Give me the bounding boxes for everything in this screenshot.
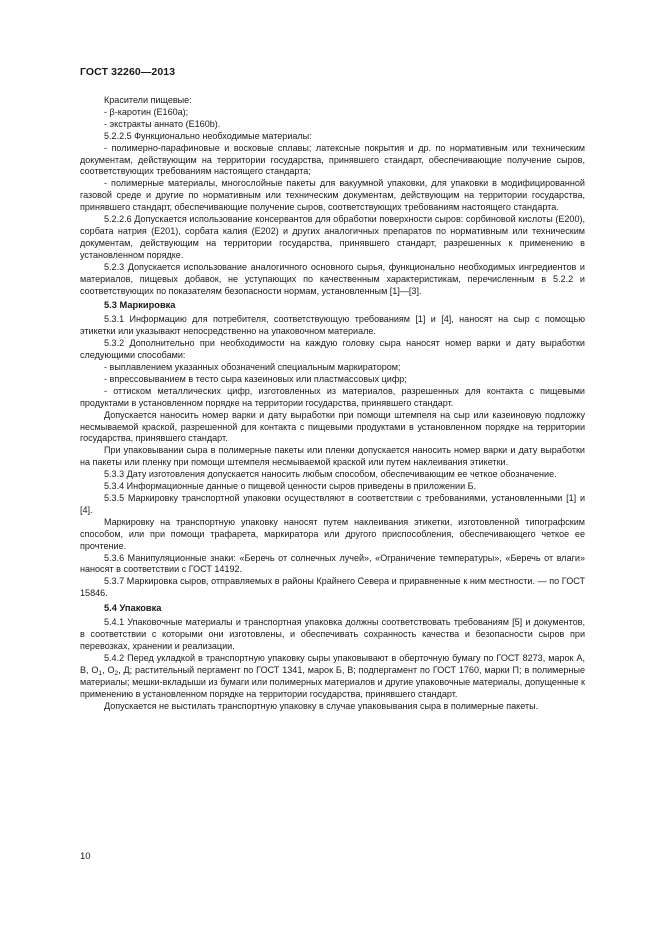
- document-body: [80, 95, 585, 712]
- subscript: 1: [98, 669, 103, 677]
- list-item: - оттиском металлических цифр, изготовленных из материалов, разрешенных для контакта с пищевыми продуктами в установленном порядке на территории государства, принявшего стандарт.: [80, 385, 585, 408]
- clause-5-3-2: 5.3.2 Дополнительно при необходимости на каждую головку сыра наносят номер варки и дату выработки следующими способами:: [80, 338, 585, 361]
- clause-5-3-1: 5.3.1 Информацию для потребителя, соответствующую требованиям [1] и [4], наносят на сыр с помощью этикетки или указывают непосредственно на упаковочном материале.: [80, 314, 585, 337]
- clause-5-2-2-6: 5.2.2.6 Допускается использование консервантов для обработки поверхности сыров: сорбиновой кислоты (E200), сорбата натрия (E201), сорбата калия (E202) и других аналогичных препаратов по нормативным или техническим документам, действующим на территории государства, принявшего стандарт, разрешенных к применению в установленном порядке.: [80, 214, 585, 260]
- paragraph: Допускается не выстилать транспортную упаковку в случае упаковывания сыра в полимерные пакеты.: [104, 700, 539, 711]
- list-item: - выплавлением указанных обозначений специальным маркиратором;: [104, 362, 401, 373]
- standard-header: ГОСТ 32260—2013: [80, 66, 176, 78]
- paragraph: Маркировку на транспортную упаковку наносят путем наклеивания этикетки, изготовленной типографским способом, или при помощи трафарета, маркиратора или другого приспособления, обеспечивающего четкое ее прочтение.: [80, 516, 585, 551]
- clause-5-2-2-5: 5.2.2.5 Функционально необходимые материалы:: [104, 130, 312, 141]
- clause-text: 5.4.2 Перед укладкой в транспортную упаковку сыры упаковывают в оберточную бумагу по ГОСТ 8273, марок А, В, О: [80, 652, 585, 675]
- list-item: - β-каротин (E160a);: [104, 106, 189, 117]
- clause-5-2-3: 5.2.3 Допускается использование аналогичного основного сырья, функционально необходимых ингредиентов и материалов, пищевых добавок, не уступающих по качественным характеристикам, перечисленным в 5.2.2 и соответствующих по показателям безопасности нормам, установленным [1]—[3].: [80, 261, 585, 296]
- clause-5-3-6: 5.3.6 Манипуляционные знаки: «Беречь от солнечных лучей», «Ограничение температуры», «Беречь от влаги» наносят в соответствии с ГОСТ 14192.: [80, 552, 585, 575]
- paragraph: При упаковывании сыра в полимерные пакеты или пленки допускается наносить номер варки и дату выработки на пакеты или пленку при помощи штемпеля несмываемой краской или путем наклеивания этикетки.: [80, 445, 585, 468]
- section-heading-5-4: 5.4 Упаковка: [104, 603, 162, 614]
- list-item: - экстракты аннато (E160b).: [104, 118, 221, 129]
- clause-text: , О: [102, 664, 115, 675]
- subscript: 2: [114, 669, 119, 677]
- clause-5-3-3: 5.3.3 Дату изготовления допускается наносить любым способом, обеспечивающим ее четкое обозначение.: [104, 469, 557, 480]
- clause-5-3-7: 5.3.7 Маркировка сыров, отправляемых в районы Крайнего Севера и приравненные к ним местности. — по ГОСТ 15846.: [80, 576, 585, 599]
- paragraph: Красители пищевые:: [104, 95, 192, 105]
- list-item: - впрессовыванием в тесто сыра казеиновых или пластмассовых цифр;: [104, 373, 407, 384]
- clause-5-3-5: 5.3.5 Маркировку транспортной упаковки осуществляют в соответствии с требованиями, установленными [1] и [4].: [80, 493, 585, 515]
- paragraph: Допускается наносить номер варки и дату выработки при помощи штемпеля на сыр или казеиновую подложку несмываемой краской, разрешенной для контакта с пищевыми продуктами в установленном порядке на территории государства, принявшего стандарт.: [80, 409, 585, 444]
- page-number: 10: [80, 851, 91, 862]
- list-item: - полимерные материалы, многослойные пакеты для вакуумной упаковки, для упаковки в модифицированной газовой среде и другие по нормативным или техническим документам, действующим на территории государства, принявшего стандарт, обеспечивающие получение сыров, соответствующих требованиям настоящего стандарта.: [80, 178, 585, 213]
- clause-5-4-2: [80, 653, 585, 701]
- clause-text: , Д; растительный пергамент по ГОСТ 1341, марок Б, В; подпергамент по ГОСТ 1760, марки П; в полимерные материалы; мешки-вкладыши из бумаги или полимерных материалов и другие упаковочные материалы, допущенные к применению в установленном порядке на территории государства, принявшего стандарт.: [80, 664, 585, 699]
- list-item: - полимерно-парафиновые и восковые сплавы; латексные покрытия и др. по нормативным или техническим документам, действующим на территории государства, принявшего стандарт, обеспечивающие получение сыров, соответствующих требованиям настоящего стандарта;: [80, 142, 585, 177]
- section-heading-5-3: 5.3 Маркировка: [104, 300, 176, 311]
- clause-5-4-1: 5.4.1 Упаковочные материалы и транспортная упаковка должны соответствовать требованиям [5] и документов, в соответствии с которыми они изготовлены, и обеспечивать сохранность качества и безопасности сыров при перевозках, хранении и реализации.: [80, 617, 585, 651]
- clause-5-3-4: 5.3.4 Информационные данные о пищевой ценности сыров приведены в приложении Б.: [104, 481, 477, 492]
